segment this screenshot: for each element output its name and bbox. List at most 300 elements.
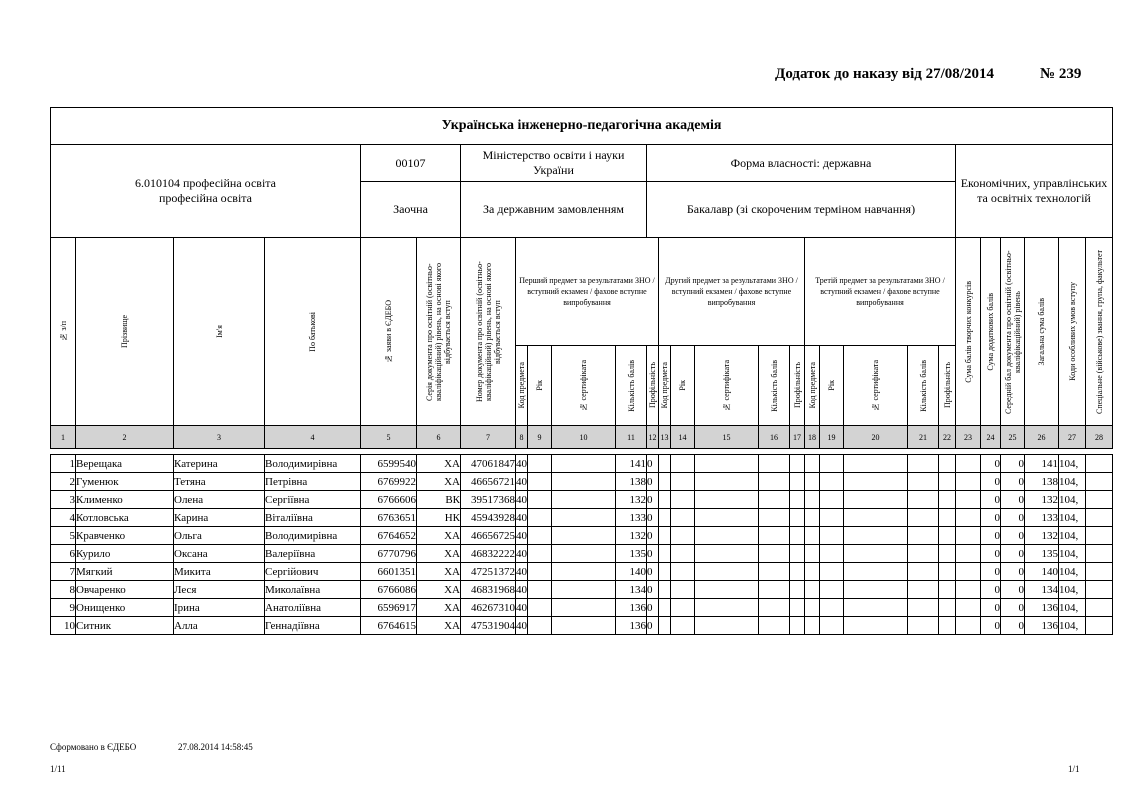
- cell: [695, 581, 759, 599]
- cell: [956, 509, 981, 527]
- profile-cell: 0: [647, 581, 659, 599]
- subject-code-cell: 40: [516, 473, 528, 491]
- cell: [552, 617, 616, 635]
- footer-left-page: 1/11: [50, 764, 66, 774]
- row-number: 9: [51, 599, 76, 617]
- col-number: 4: [265, 426, 361, 449]
- order-number: № 239: [1040, 66, 1082, 82]
- cell: [659, 617, 671, 635]
- cell: [671, 581, 695, 599]
- surname-cell: Ситник: [76, 617, 174, 635]
- doc-number-cell: 45943928: [461, 509, 516, 527]
- col-number: 12: [647, 426, 659, 449]
- col-number: 18: [805, 426, 820, 449]
- name-cell: Леся: [174, 581, 265, 599]
- col-subheader-cert-3: № сертифіката: [844, 346, 908, 426]
- col-subheader-code-3: Код предмета: [805, 346, 820, 426]
- special-conditions-cell: 104,: [1059, 491, 1086, 509]
- cell: [528, 563, 552, 581]
- subject-code-cell: 40: [516, 617, 528, 635]
- col-number: 13: [659, 426, 671, 449]
- cell: [671, 473, 695, 491]
- cell: [759, 473, 790, 491]
- surname-cell: Мягкий: [76, 563, 174, 581]
- row-number: 3: [51, 491, 76, 509]
- cell: [790, 509, 805, 527]
- cell: [908, 617, 939, 635]
- cell: [844, 581, 908, 599]
- cell: [1086, 527, 1113, 545]
- cell: [528, 473, 552, 491]
- avg-score-cell: 0: [1001, 545, 1025, 563]
- cell: [695, 491, 759, 509]
- cell: [790, 599, 805, 617]
- total-score-cell: 132: [1025, 491, 1059, 509]
- doc-series-cell: НК: [417, 509, 461, 527]
- patronymic-cell: Володимирівна: [265, 455, 361, 473]
- cell: [820, 581, 844, 599]
- cell: [956, 527, 981, 545]
- cell: [844, 509, 908, 527]
- name-cell: Олена: [174, 491, 265, 509]
- col-number: 2: [76, 426, 174, 449]
- col-subheader-profile-1: Профільність: [647, 346, 659, 426]
- avg-score-cell: 0: [1001, 455, 1025, 473]
- score-cell: 132: [616, 527, 647, 545]
- cell: [939, 563, 956, 581]
- cell: [659, 473, 671, 491]
- profile-cell: 0: [647, 455, 659, 473]
- row-number: 4: [51, 509, 76, 527]
- specialty-cell: [51, 145, 361, 238]
- cell: [759, 491, 790, 509]
- surname-cell: Клименко: [76, 491, 174, 509]
- col-number: 19: [820, 426, 844, 449]
- surname-cell: Онищенко: [76, 599, 174, 617]
- subject-code-cell: 40: [516, 563, 528, 581]
- cell: [939, 509, 956, 527]
- col-header-surname: Прізвище: [76, 238, 174, 426]
- cell: [956, 455, 981, 473]
- col-number: 16: [759, 426, 790, 449]
- extra-score-cell: 0: [981, 563, 1001, 581]
- cell: [844, 563, 908, 581]
- cell: [790, 491, 805, 509]
- doc-series-cell: ХА: [417, 617, 461, 635]
- cell: [552, 455, 616, 473]
- cell: [805, 599, 820, 617]
- extra-score-cell: 0: [981, 617, 1001, 635]
- col-number: 23: [956, 426, 981, 449]
- cell: [939, 545, 956, 563]
- col-number: 28: [1086, 426, 1113, 449]
- cell: [939, 599, 956, 617]
- profile-cell: 0: [647, 617, 659, 635]
- col-header-doc-number: Номер документа про освітній (освітньо-кваліфікаційний) рівень, на основі якого відбувається вступ: [461, 238, 516, 426]
- col-number: 21: [908, 426, 939, 449]
- ownership-form: Форма власності: державна: [647, 145, 956, 182]
- patronymic-cell: Сергіївна: [265, 491, 361, 509]
- name-cell: Оксана: [174, 545, 265, 563]
- footer-generated: Сформовано в ЄДЕБО: [50, 742, 137, 752]
- avg-score-cell: 0: [1001, 491, 1025, 509]
- table-row: [51, 455, 1113, 473]
- cell: [528, 455, 552, 473]
- profile-cell: 0: [647, 527, 659, 545]
- total-score-cell: 133: [1025, 509, 1059, 527]
- cell: [1086, 509, 1113, 527]
- table-row: [51, 599, 1113, 617]
- doc-series-cell: ХА: [417, 599, 461, 617]
- surname-cell: Курило: [76, 545, 174, 563]
- col-number: 14: [671, 426, 695, 449]
- profile-cell: 0: [647, 599, 659, 617]
- cell: [659, 455, 671, 473]
- col-subheader-score-2: Кількість балів: [759, 346, 790, 426]
- col-number: 9: [528, 426, 552, 449]
- specialty-name: професійна освіта: [159, 191, 252, 205]
- avg-score-cell: 0: [1001, 599, 1025, 617]
- admission-table: [50, 107, 1113, 635]
- profile-cell: 0: [647, 491, 659, 509]
- specialty-code: 6.010104 професійна освіта: [135, 176, 276, 190]
- name-cell: Алла: [174, 617, 265, 635]
- application-number-cell: 6599540: [361, 455, 417, 473]
- application-number-cell: 6769922: [361, 473, 417, 491]
- cell: [908, 473, 939, 491]
- cell: [552, 473, 616, 491]
- cell: [659, 527, 671, 545]
- avg-score-cell: 0: [1001, 563, 1025, 581]
- cell: [956, 617, 981, 635]
- cell: [844, 527, 908, 545]
- faculty-name: Економічних, управлінських та освітніх технологій: [956, 145, 1113, 238]
- row-number: 5: [51, 527, 76, 545]
- col-number: 6: [417, 426, 461, 449]
- score-cell: 133: [616, 509, 647, 527]
- cell: [908, 491, 939, 509]
- doc-series-cell: ХА: [417, 563, 461, 581]
- cell: [552, 491, 616, 509]
- cell: [790, 581, 805, 599]
- doc-number-cell: 46832222: [461, 545, 516, 563]
- cell: [844, 473, 908, 491]
- cell: [528, 617, 552, 635]
- avg-score-cell: 0: [1001, 617, 1025, 635]
- total-score-cell: 135: [1025, 545, 1059, 563]
- cell: [805, 527, 820, 545]
- cell: [759, 581, 790, 599]
- special-conditions-cell: 104,: [1059, 563, 1086, 581]
- surname-cell: Котловська: [76, 509, 174, 527]
- cell: [844, 455, 908, 473]
- row-number: 1: [51, 455, 76, 473]
- cell: [552, 599, 616, 617]
- profile-cell: 0: [647, 545, 659, 563]
- cell: [790, 473, 805, 491]
- extra-score-cell: 0: [981, 545, 1001, 563]
- col-header-total: Загальна сума балів: [1025, 238, 1059, 426]
- col-number: 24: [981, 426, 1001, 449]
- col-header-avg: Середній бал документа про освітній (освітньо-кваліфікаційний) рівень: [1001, 238, 1025, 426]
- cell: [695, 599, 759, 617]
- cell: [1086, 617, 1113, 635]
- cell: [528, 581, 552, 599]
- cell: [528, 599, 552, 617]
- doc-number-cell: 39517368: [461, 491, 516, 509]
- cell: [790, 455, 805, 473]
- special-conditions-cell: 104,: [1059, 617, 1086, 635]
- cell: [956, 473, 981, 491]
- cell: [1086, 491, 1113, 509]
- total-score-cell: 132: [1025, 527, 1059, 545]
- doc-number-cell: 47531904: [461, 617, 516, 635]
- col-number: 17: [790, 426, 805, 449]
- col-subheader-year-3: Рік: [820, 346, 844, 426]
- cell: [671, 527, 695, 545]
- cell: [956, 563, 981, 581]
- cell: [805, 563, 820, 581]
- row-number: 8: [51, 581, 76, 599]
- col-number: 22: [939, 426, 956, 449]
- name-cell: Микита: [174, 563, 265, 581]
- col-number: 25: [1001, 426, 1025, 449]
- application-number-cell: 6763651: [361, 509, 417, 527]
- cell: [759, 599, 790, 617]
- col-number: 7: [461, 426, 516, 449]
- col-number: 15: [695, 426, 759, 449]
- cell: [939, 473, 956, 491]
- cell: [820, 527, 844, 545]
- cell: [695, 617, 759, 635]
- cell: [820, 563, 844, 581]
- col-header-name: Ім'я: [174, 238, 265, 426]
- row-number: 2: [51, 473, 76, 491]
- col-subheader-code-2: Код предмета: [659, 346, 671, 426]
- name-cell: Карина: [174, 509, 265, 527]
- cell: [1086, 581, 1113, 599]
- score-cell: 138: [616, 473, 647, 491]
- col-number: 8: [516, 426, 528, 449]
- extra-score-cell: 0: [981, 509, 1001, 527]
- cell: [790, 563, 805, 581]
- special-conditions-cell: 104,: [1059, 581, 1086, 599]
- col-header-app-no: № заяви в ЄДЕБО: [361, 238, 417, 426]
- doc-number-cell: 46831968: [461, 581, 516, 599]
- surname-cell: Гуменюк: [76, 473, 174, 491]
- cell: [759, 617, 790, 635]
- avg-score-cell: 0: [1001, 509, 1025, 527]
- cell: [844, 599, 908, 617]
- application-number-cell: 6766086: [361, 581, 417, 599]
- col-number: 3: [174, 426, 265, 449]
- patronymic-cell: Миколаївна: [265, 581, 361, 599]
- application-number-cell: 6764615: [361, 617, 417, 635]
- row-number: 7: [51, 563, 76, 581]
- cell: [671, 545, 695, 563]
- doc-series-cell: ХА: [417, 455, 461, 473]
- cell: [908, 563, 939, 581]
- special-conditions-cell: 104,: [1059, 599, 1086, 617]
- col-subheader-cert-1: № сертифіката: [552, 346, 616, 426]
- doc-number-cell: 46267310: [461, 599, 516, 617]
- patronymic-cell: Анатоліївна: [265, 599, 361, 617]
- extra-score-cell: 0: [981, 455, 1001, 473]
- cell: [908, 455, 939, 473]
- subject-code-cell: 40: [516, 581, 528, 599]
- cell: [790, 545, 805, 563]
- surname-cell: Кравченко: [76, 527, 174, 545]
- cell: [820, 617, 844, 635]
- extra-score-cell: 0: [981, 527, 1001, 545]
- cell: [552, 581, 616, 599]
- cell: [671, 563, 695, 581]
- extra-score-cell: 0: [981, 473, 1001, 491]
- cell: [552, 563, 616, 581]
- cell: [659, 491, 671, 509]
- avg-score-cell: 0: [1001, 581, 1025, 599]
- col-subheader-profile-3: Профільність: [939, 346, 956, 426]
- special-conditions-cell: 104,: [1059, 509, 1086, 527]
- doc-series-cell: ХА: [417, 473, 461, 491]
- avg-score-cell: 0: [1001, 527, 1025, 545]
- cell: [759, 527, 790, 545]
- col-subheader-year-1: Рік: [528, 346, 552, 426]
- profile-cell: 0: [647, 473, 659, 491]
- institution-code: 00107: [361, 145, 461, 182]
- cell: [790, 617, 805, 635]
- application-number-cell: 6764652: [361, 527, 417, 545]
- total-score-cell: 134: [1025, 581, 1059, 599]
- score-cell: 136: [616, 617, 647, 635]
- cell: [820, 473, 844, 491]
- cell: [759, 545, 790, 563]
- patronymic-cell: Валеріївна: [265, 545, 361, 563]
- cell: [552, 545, 616, 563]
- cell: [671, 509, 695, 527]
- surname-cell: Овчаренко: [76, 581, 174, 599]
- col-number: 5: [361, 426, 417, 449]
- special-conditions-cell: 104,: [1059, 545, 1086, 563]
- cell: [695, 563, 759, 581]
- subject-code-cell: 40: [516, 455, 528, 473]
- cell: [790, 527, 805, 545]
- total-score-cell: 138: [1025, 473, 1059, 491]
- doc-number-cell: 47061847: [461, 455, 516, 473]
- doc-number-cell: 46656725: [461, 527, 516, 545]
- cell: [671, 599, 695, 617]
- cell: [695, 455, 759, 473]
- col-header-creative: Сума балів творчих конкурсів: [956, 238, 981, 426]
- col-subheader-score-3: Кількість балів: [908, 346, 939, 426]
- cell: [1086, 455, 1113, 473]
- table-row: [51, 473, 1113, 491]
- cell: [908, 581, 939, 599]
- avg-score-cell: 0: [1001, 473, 1025, 491]
- cell: [805, 491, 820, 509]
- table-row: [51, 509, 1113, 527]
- table-row: [51, 545, 1113, 563]
- doc-number-cell: 47251372: [461, 563, 516, 581]
- col-number: 11: [616, 426, 647, 449]
- score-cell: 140: [616, 563, 647, 581]
- cell: [671, 491, 695, 509]
- col-subheader-score-1: Кількість балів: [616, 346, 647, 426]
- col-header-extra: Сума додаткових балів: [981, 238, 1001, 426]
- extra-score-cell: 0: [981, 491, 1001, 509]
- col-header-rank: Спеціальне (військове) звання, група, факультет: [1086, 238, 1113, 426]
- cell: [805, 473, 820, 491]
- order-type: За державним замовленням: [461, 182, 647, 238]
- col-header-patronymic: По батькові: [265, 238, 361, 426]
- doc-series-cell: ХА: [417, 581, 461, 599]
- cell: [671, 455, 695, 473]
- institution-name: Українська інженерно-педагогічна академія: [51, 108, 1113, 145]
- cell: [939, 581, 956, 599]
- col-number: 10: [552, 426, 616, 449]
- name-cell: Ольга: [174, 527, 265, 545]
- col-subheader-cert-2: № сертифіката: [695, 346, 759, 426]
- name-cell: Тетяна: [174, 473, 265, 491]
- col-subheader-code-1: Код предмета: [516, 346, 528, 426]
- cell: [528, 527, 552, 545]
- cell: [759, 455, 790, 473]
- surname-cell: Верещака: [76, 455, 174, 473]
- name-cell: Катерина: [174, 455, 265, 473]
- cell: [908, 599, 939, 617]
- cell: [528, 491, 552, 509]
- subject-code-cell: 40: [516, 527, 528, 545]
- table-row: [51, 491, 1113, 509]
- col-number: 20: [844, 426, 908, 449]
- patronymic-cell: Петрівна: [265, 473, 361, 491]
- cell: [939, 491, 956, 509]
- score-cell: 135: [616, 545, 647, 563]
- row-number: 6: [51, 545, 76, 563]
- col-header-subject1: Перший предмет за результатами ЗНО / вступний екзамен / фахове вступне випробування: [516, 238, 659, 346]
- patronymic-cell: Сергійович: [265, 563, 361, 581]
- cell: [939, 617, 956, 635]
- cell: [1086, 599, 1113, 617]
- cell: [820, 599, 844, 617]
- doc-series-cell: ХА: [417, 527, 461, 545]
- cell: [908, 509, 939, 527]
- doc-number-cell: 46656721: [461, 473, 516, 491]
- cell: [805, 455, 820, 473]
- cell: [552, 527, 616, 545]
- cell: [695, 545, 759, 563]
- subject-code-cell: 40: [516, 545, 528, 563]
- score-cell: 134: [616, 581, 647, 599]
- profile-cell: 0: [647, 563, 659, 581]
- table-row: [51, 563, 1113, 581]
- cell: [908, 527, 939, 545]
- cell: [844, 545, 908, 563]
- total-score-cell: 136: [1025, 617, 1059, 635]
- cell: [805, 509, 820, 527]
- cell: [820, 509, 844, 527]
- cell: [956, 545, 981, 563]
- cell: [659, 563, 671, 581]
- col-header-subject2: Другий предмет за результатами ЗНО / вступний екзамен / фахове вступне випробування: [659, 238, 805, 346]
- cell: [659, 509, 671, 527]
- ministry: Міністерство освіти і науки України: [461, 145, 647, 182]
- cell: [695, 473, 759, 491]
- score-cell: 136: [616, 599, 647, 617]
- cell: [805, 545, 820, 563]
- doc-series-cell: ХА: [417, 545, 461, 563]
- cell: [805, 617, 820, 635]
